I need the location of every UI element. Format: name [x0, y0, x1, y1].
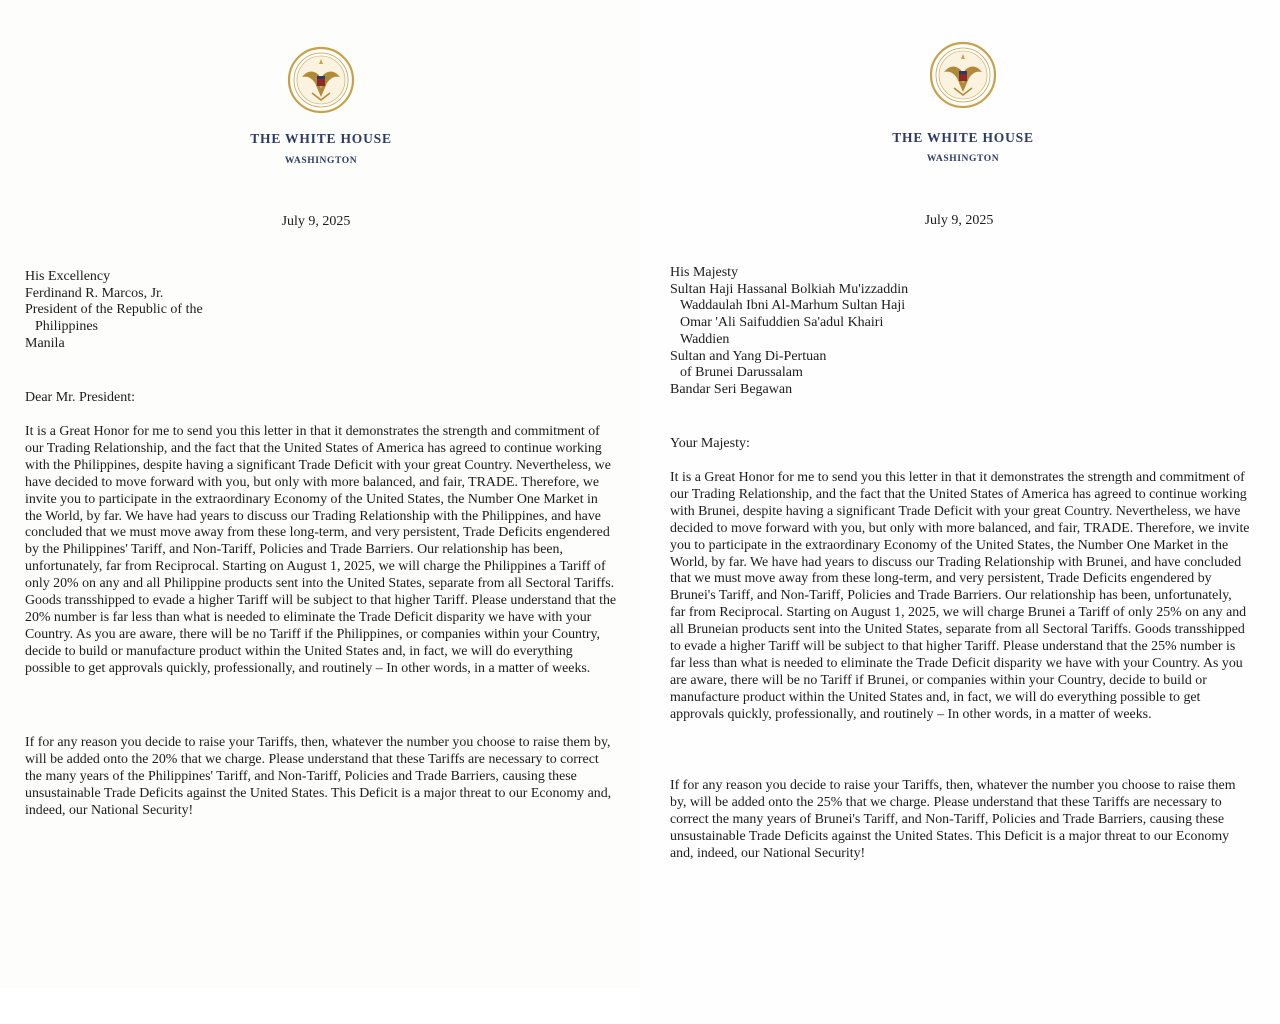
letter-date: July 9, 2025: [924, 213, 994, 228]
letter-brunei: [640, 0, 1280, 1024]
address-line: President of the Republic of the: [25, 302, 203, 318]
address-line: His Majesty: [670, 265, 739, 280]
letterhead-title: THE WHITE HOUSE: [892, 130, 1034, 145]
address-line: Bandar Seri Begawan: [670, 381, 793, 397]
presidential-seal-icon: [286, 45, 356, 115]
body-paragraph: It is a Great Honor for me to send you this letter in that it demonstrates the strength and commitment of our Trading Relationship, and the fact that the United States of America has agreed to continue working with Brunei, despite having a significant Trade Deficit with your great Country. Nevertheless, we have decided to move forward with you, but only with more balanced, and fair, TRADE. Therefore, we invite you to participate in the extraordinary Economy of the United States, the Number One Market in the World, by far. We have had years to discuss our Trading Relationship with Brunei, and have concluded that we must move away from these long-term, and very persistent, Trade Deficits engendered by Brunei's Tariff, and Non-Tariff, Policies and Trade Barriers. Our relationship has been, unfortunately, far from Reciprocal. Starting on August 1, 2025, we will charge Brunei a Tariff of only 25% on any and all Bruneian products sent into the United States, separate from all Sectoral Tariffs. Goods transshipped to evade a higher Tariff will be subject to that higher Tariff. Please understand that the 25% number is far less than what is needed to eliminate the Trade Deficit disparity we have with your Country. As you are aware, there will be no Tariff if Brunei, or companies within your Country, decide to build or manufacture product within the United States and, in fact, we will do everything possible to get approvals quickly, professionally, and routinely – In other words, in a matter of weeks.: [670, 470, 1250, 722]
address-line: Waddaulah Ibni Al-Marhum Sultan Haji: [680, 298, 906, 314]
address-line: Sultan and Yang Di-Pertuan: [670, 348, 827, 364]
address-line: His Excellency: [25, 269, 111, 284]
address-line: of Brunei Darussalam: [680, 365, 803, 381]
letterhead-city: WASHINGTON: [926, 154, 1000, 164]
recipient-address: [25, 269, 203, 353]
salutation: Dear Mr. President:: [25, 390, 136, 405]
letterhead-city: WASHINGTON: [284, 156, 358, 166]
salutation: Your Majesty:: [670, 436, 750, 451]
address-line: Manila: [25, 335, 65, 351]
address-line: Sultan Haji Hassanal Bolkiah Mu'izzaddin: [670, 281, 909, 297]
body-paragraph: It is a Great Honor for me to send you this letter in that it demonstrates the strength and commitment of our Trading Relationship, and the fact that the United States of America has agreed to continue working with the Philippines, despite having a significant Trade Deficit with your great Country. Nevertheless, we have decided to move forward with you, but only with more balanced, and fair, TRADE. Therefore, we invite you to participate in the extraordinary Economy of the United States, the Number One Market in the World, by far. We have had years to discuss our Trading Relationship with the Philippines, and have concluded that we must move away from these long-term, and very persistent, Trade Deficits engendered by the Philippines' Tariff, and Non-Tariff, Policies and Trade Barriers. Our relationship has been, unfortunately, far from Reciprocal. Starting on August 1, 2025, we will charge the Philippines a Tariff of only 20% on any and all Philippine products sent into the United States, separate from all Sectoral Tariffs. Goods transshipped to evade a higher Tariff will be subject to that higher Tariff. Please understand that the 20% number is far less than what is needed to eliminate the Trade Deficit disparity we have with your Country. As you are aware, there will be no Tariff if the Philippines, or companies within your Country, decide to build or manufacture product within the United States and, in fact, we will do everything possible to get approvals quickly, professionally, and routinely – In other words, in a matter of weeks.: [25, 424, 617, 676]
body-paragraph: If for any reason you decide to raise your Tariffs, then, whatever the number you choose to raise them by, will be added onto the 25% that we charge. Please understand that these Tariffs are necessary to correct the many years of Brunei's Tariff, and Non-Tariff, Policies and Trade Barriers, causing these unsustainable Trade Deficits against the United States. This Deficit is a major threat to our Economy and, indeed, our National Security!: [670, 778, 1236, 861]
address-line: Omar 'Ali Saifuddien Sa'adul Khairi: [680, 315, 884, 331]
address-line: Philippines: [35, 319, 99, 335]
letterhead-title: THE WHITE HOUSE: [250, 131, 392, 146]
body-paragraph: If for any reason you decide to raise your Tariffs, then, whatever the number you choose to raise them by, will be added onto the 20% that we charge. Please understand that these Tariffs are necessary to correct the many years of the Philippines' Tariff, and Non-Tariff, Policies and Trade Barriers, causing these unsustainable Trade Deficits against the United States. This Deficit is a major threat to our Economy and, indeed, our National Security!: [25, 735, 612, 818]
letter-date: July 9, 2025: [281, 214, 351, 229]
address-line: Waddien: [680, 331, 730, 347]
letter-philippines: [0, 0, 640, 988]
presidential-seal-icon: [928, 40, 998, 110]
address-line: Ferdinand R. Marcos, Jr.: [25, 285, 164, 301]
recipient-address: [670, 265, 908, 399]
